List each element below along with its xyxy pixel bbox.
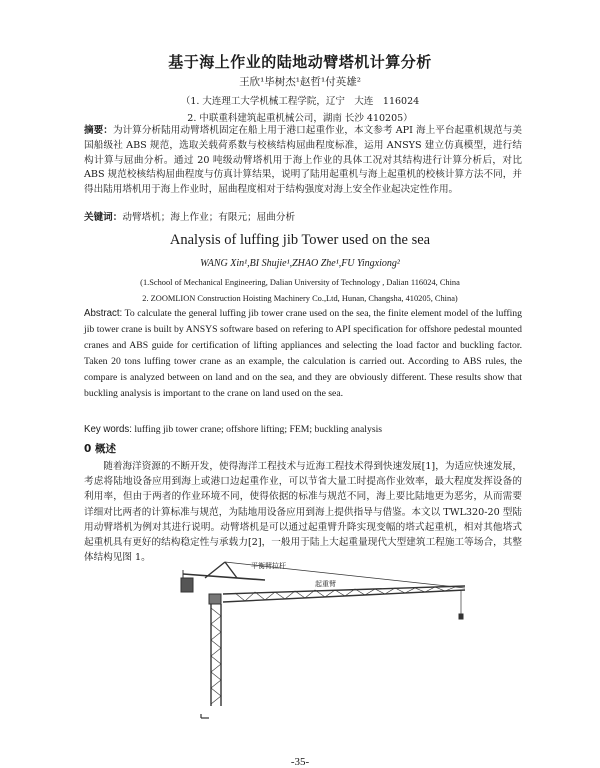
chinese-keywords-label: 关键词： — [84, 212, 123, 223]
chinese-abstract-text: 为计算分析陆用动臂塔机固定在船上用于港口起重作业，本文参考 API 海上平台起重机规范与美国船级社 ABS 规范，选取关载荷系数与校核结构屈曲程度标准，运用 ANSYS 建立仿真模型，进行结构计算与屈曲分析。通过 20 吨级动臂塔机用于海上作业的具体工况对其结构进行计算分析后，对比 ABS 规范校核结构屈曲程度与仿真计算结果，说明了陆用起重机与海上起重机的校核计算方法不同，并得出陆用塔机用于海上作业时，屈曲程度相对于结构强度对海上安全作业起决定性作用。 — [84, 125, 522, 196]
english-abstract-text: To calculate the general luffing jib tower crane used on the sea, the finite element model of the luffing jib tower crane is built by ANSYS software based on refering to API specification for offshore pedestal mounted cranes and ABS guide for certification of lifting appliances and selecting the load factor and buckling factor. Taken 20 tons luffing tower crane as an example, the calculation is carried out. According to ABS rules, the compare is analyzed between on land and on the sea, and they are obviously different. These results show that buckling analysis is important to the crane on land used on the sea. — [84, 308, 522, 399]
english-keywords — [84, 422, 522, 437]
chinese-affiliation-2: 2. 中联重科建筑起重机械公司，湖南 长沙 410205） — [187, 113, 413, 124]
section-heading: 0 概述 — [84, 443, 116, 455]
chinese-abstract — [84, 124, 522, 198]
hook-block — [459, 614, 463, 619]
section-body: 随着海洋资源的不断开发，使得海洋工程技术与近海工程技术得到快速发展[1]，为适应快速发展，考虑将陆地设备应用到海上或港口边起重作业，可以节省大量工时提高作业效率，最大程度发挥设备的利用率，但由于两者的作业环境不同，使得依据的标准与规范不同，海上要比陆地更为恶劣，从而需要详细对比两者的计算标准与规范，为陆地用设备应用到海上提供指导与借鉴。本文以 TWL320-20 型陆用动臂塔机为例对其进行说明。动臂塔机是可以通过起重臂升降实现变幅的塔式起重机，相对其他塔式起重机具有更好的结构稳定性与承载力[2]，一般用于陆上大起重量现代大型建筑工程施工等场合，其整体结构见图 1。 — [84, 461, 522, 564]
jib-lattice — [235, 587, 455, 601]
page-number: -35- — [290, 756, 310, 768]
chinese-keywords — [84, 211, 522, 226]
english-affiliation-1: (1.School of Mechanical Engineering, Dalian University of Technology , Dalian 116024, China — [140, 278, 460, 287]
chinese-title: 基于海上作业的陆地动臂塔机计算分析 — [168, 53, 432, 71]
english-authors: WANG Xin¹,BI Shujie¹,ZHAO Zhe¹,FU Yingxiong² — [200, 258, 400, 269]
figure-label-top: 平衡臂拉杆 — [251, 562, 286, 570]
luffing-jib-bottom — [223, 590, 465, 602]
chinese-abstract-label: 摘要： — [84, 125, 113, 136]
english-keywords-text: luffing jib tower crane; offshore lifting; FEM; buckling analysis — [134, 424, 383, 435]
figure-label-jib: 起重臂 — [315, 580, 336, 588]
mast-lattice — [211, 608, 221, 704]
counterweight — [181, 578, 193, 592]
counter-jib — [183, 574, 265, 580]
chinese-keywords-text: 动臂塔机；海上作业；有限元；屈曲分析 — [122, 212, 296, 223]
english-keywords-label: Key words: — [84, 424, 132, 435]
english-title: Analysis of luffing jib Tower used on the sea — [169, 232, 431, 248]
english-abstract-label: Abstract: — [84, 308, 123, 319]
operator-cab — [209, 594, 221, 604]
tower-crane-figure — [165, 556, 485, 726]
chinese-authors: 王欣¹毕树杰¹赵哲¹付英雄² — [239, 76, 361, 88]
english-affiliation-2: 2. ZOOMLION Construction Hoisting Machinery Co.,Ltd, Hunan, Changsha, 410205, China) — [142, 294, 458, 303]
chinese-affiliation-1: （1. 大连理工大学机械工程学院，辽宁 大连 116024 — [180, 96, 420, 107]
english-abstract — [84, 306, 522, 402]
